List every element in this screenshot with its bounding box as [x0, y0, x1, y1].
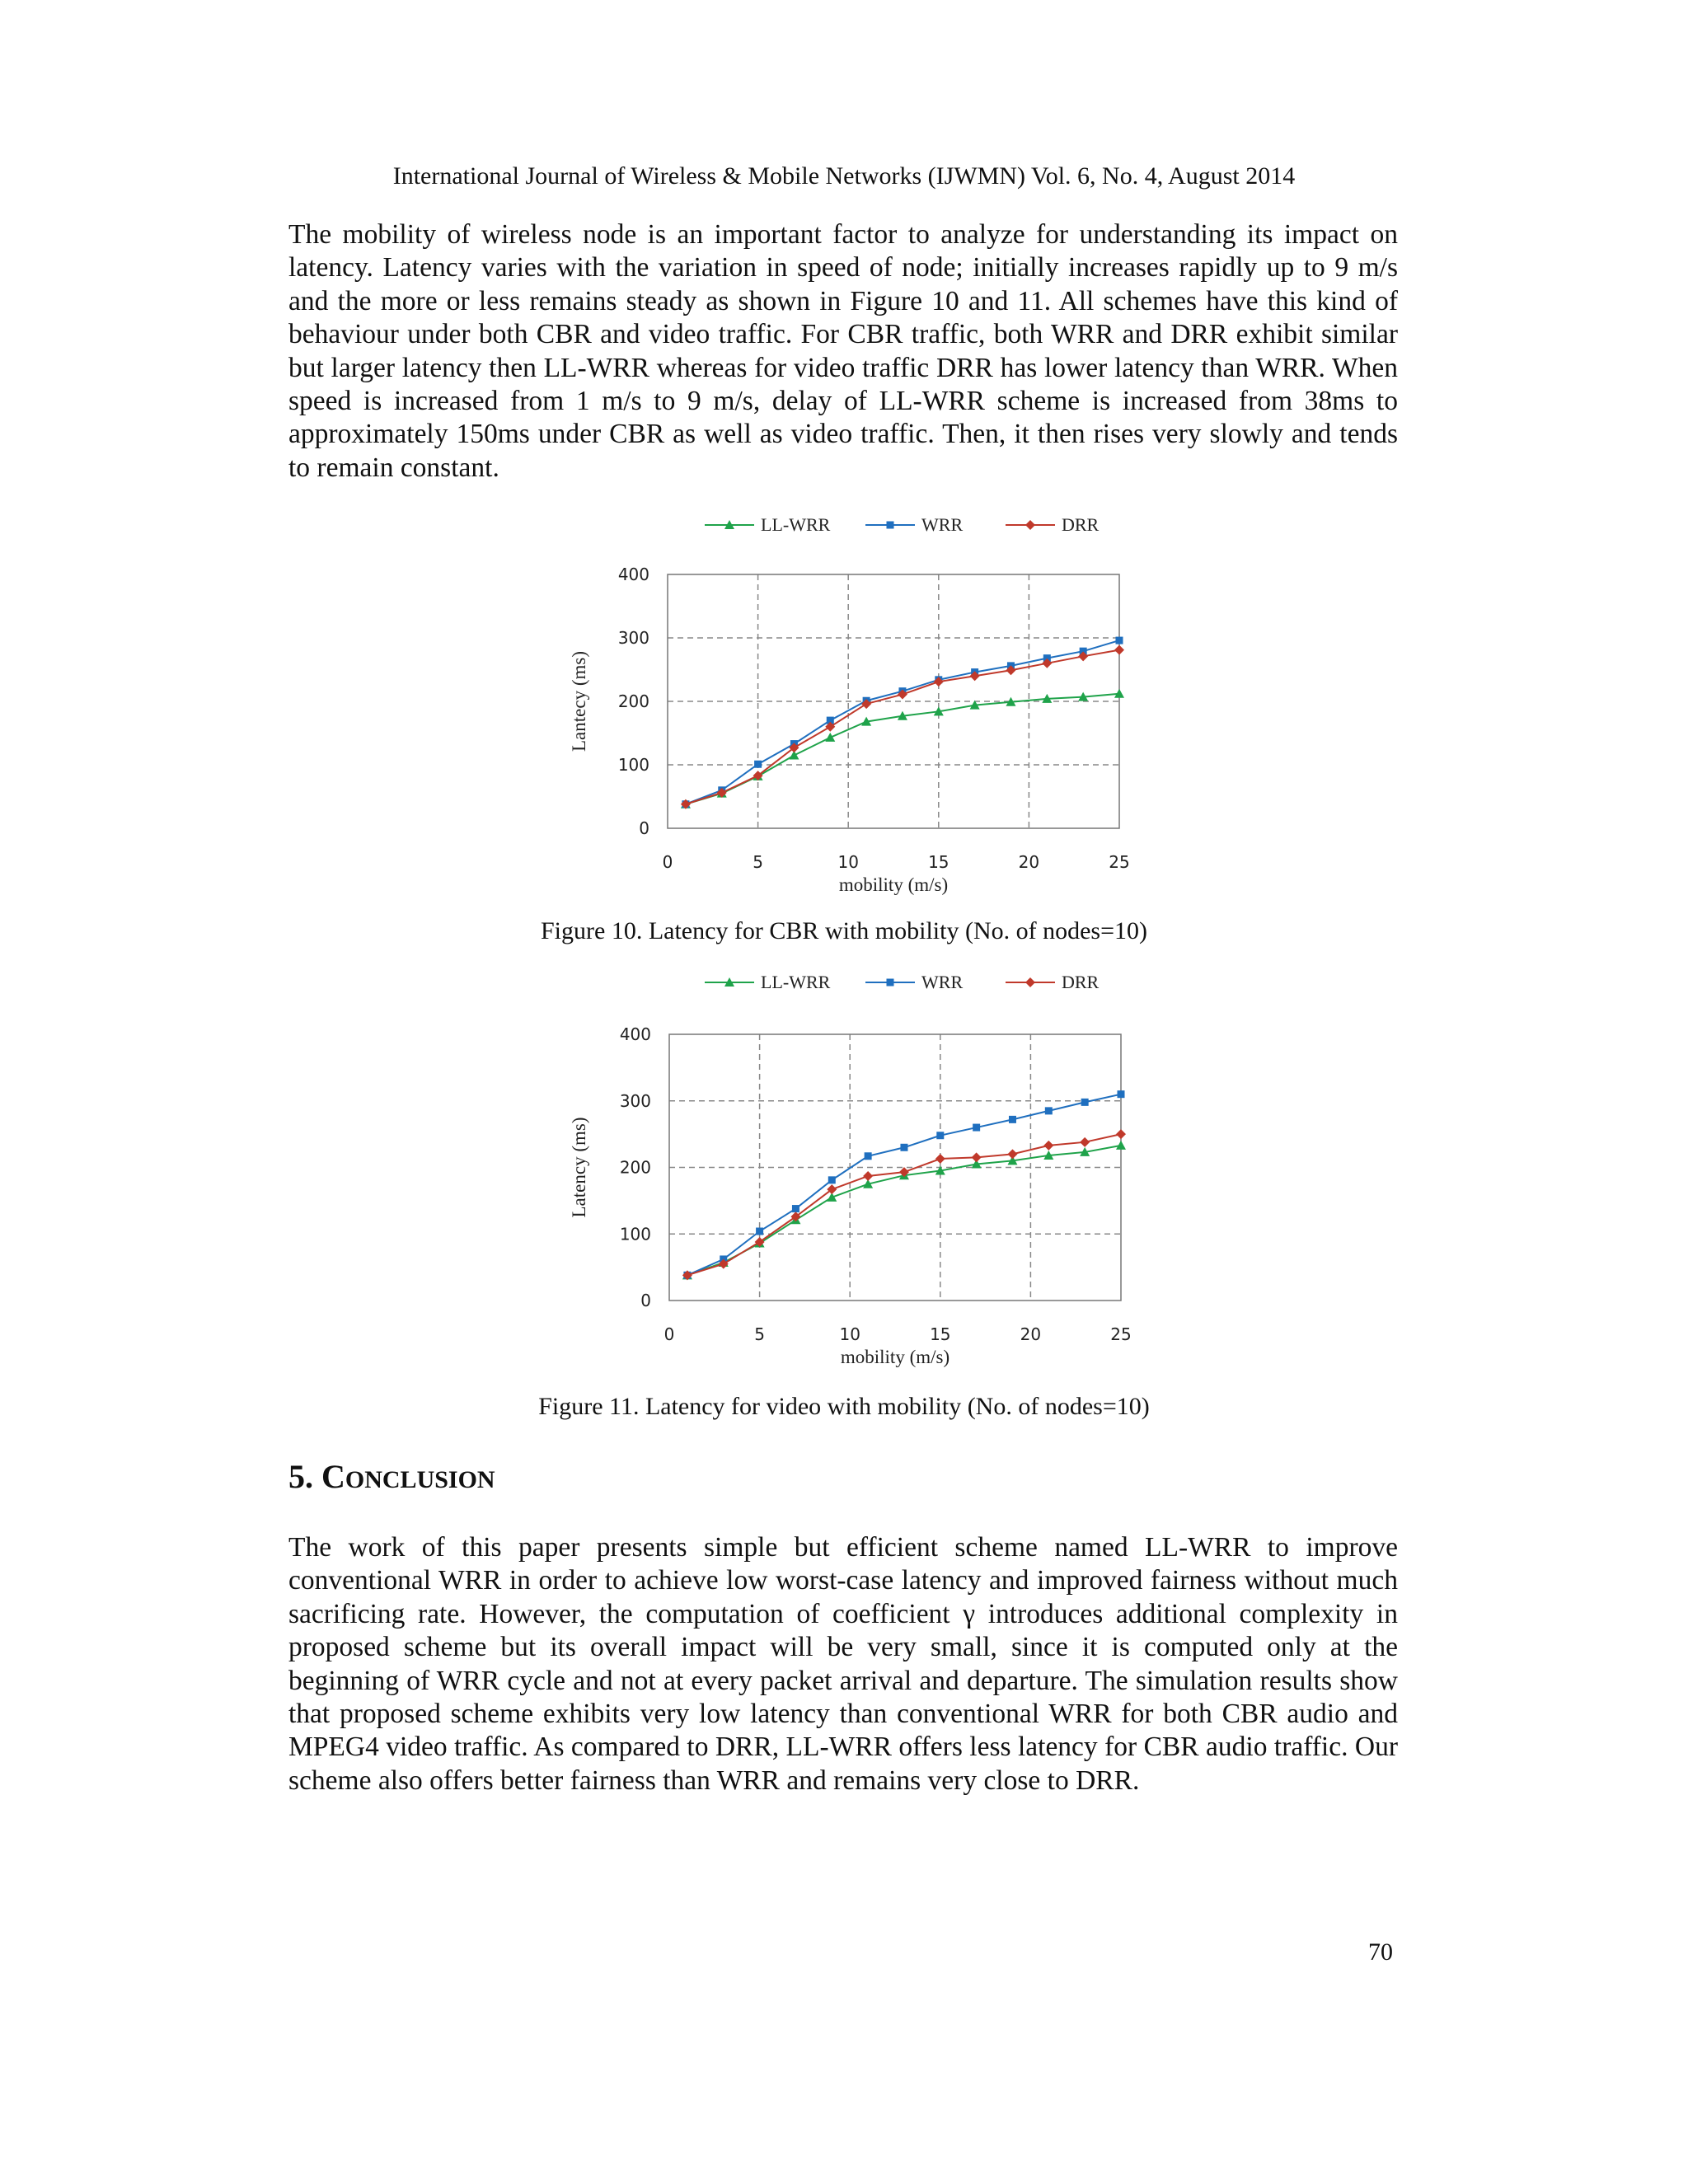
legend-label: DRR	[1062, 514, 1100, 535]
section-first-letter: C	[321, 1458, 345, 1495]
data-point	[863, 1171, 873, 1181]
data-point	[936, 1132, 944, 1139]
plot-frame	[668, 574, 1119, 828]
x-tick-label: 20	[1018, 852, 1040, 872]
paragraph-conclusion: The work of this paper presents simple but efficient scheme named LL-WRR to improve conventional WRR in order to achieve low worst-case latency and improved fairness without much sacrificing rate. However, the computation of coefficient γ introduces additional complexity in proposed scheme but its overall impact will be very small, since it is computed only at the beginning of WRR cycle and not at every packet arrival and departure. The simulation results show that proposed scheme exhibits very low latency than conventional WRR for both CBR audio and MPEG4 video traffic. As compared to DRR, LL-WRR offers less latency for CBR audio traffic. Our scheme also offers better fairness than WRR and remains very close to DRR.	[288, 1532, 1398, 1796]
series-line-drr	[686, 650, 1119, 804]
y-tick-label: 100	[619, 1224, 651, 1244]
y-tick-label: 0	[639, 818, 649, 838]
x-tick-label: 15	[930, 1324, 951, 1344]
legend-item-wrr	[865, 514, 963, 535]
series-line-ll-wrr	[687, 1146, 1121, 1275]
data-point	[825, 733, 835, 742]
data-point	[1116, 1129, 1126, 1139]
x-tick-label: 5	[753, 852, 763, 872]
legend-item-ll-wrr	[705, 514, 831, 535]
data-point	[828, 1176, 836, 1183]
gridlines	[668, 574, 1119, 828]
data-point	[1045, 1107, 1053, 1114]
figure-10-chart	[528, 507, 1154, 902]
series-drr	[682, 1129, 1126, 1280]
data-point	[900, 1144, 907, 1151]
y-axis-label: Lantecy (ms)	[569, 651, 589, 752]
legend-label: WRR	[921, 972, 964, 992]
figure-10-svg	[528, 507, 1154, 902]
series-line-ll-wrr	[686, 694, 1119, 804]
x-tick-label: 5	[754, 1324, 765, 1344]
data-point	[865, 1152, 872, 1160]
data-point	[973, 1124, 980, 1132]
data-point	[972, 1152, 982, 1162]
y-tick-label: 0	[640, 1291, 651, 1310]
legend-label: WRR	[921, 514, 964, 535]
data-point	[935, 1154, 945, 1164]
x-tick-label: 25	[1110, 1324, 1132, 1344]
y-tick-label: 200	[619, 1157, 651, 1178]
y-axis-label: Latency (ms)	[569, 1117, 589, 1218]
figure-11-svg	[528, 964, 1154, 1376]
x-tick-label: 0	[662, 852, 673, 872]
legend-item-ll-wrr	[705, 972, 831, 992]
paragraph-mobility: The mobility of wireless node is an important factor to analyze for understanding its impact on latency. Latency varies with the variation in speed of node; initially increases rapidly up to 9 m/s and the more or less remains steady as shown in Figure 10 and 11. All schemes have this kind of behaviour under both CBR and video traffic. For CBR traffic, both WRR and DRR exhibit similar but larger latency then LL-WRR whereas for video traffic DRR has lower latency than WRR. When speed is increased from 1 m/s to 9 m/s, delay of LL-WRR scheme is increased from 38ms to approximately 150ms under CBR as well as video traffic. Then, it then rises very slowly and tends to remain constant.	[288, 219, 1398, 483]
data-point	[792, 1205, 799, 1212]
x-tick-label: 0	[663, 1324, 675, 1344]
data-point	[756, 1228, 763, 1235]
x-axis-label: mobility (m/s)	[840, 1347, 950, 1367]
data-point	[1080, 1137, 1090, 1147]
series-ll-wrr	[681, 689, 1124, 808]
y-tick-label: 100	[617, 755, 649, 775]
legend-marker-drr	[1025, 977, 1035, 987]
legend-item-wrr	[865, 972, 963, 992]
legend-item-drr	[1006, 514, 1100, 535]
data-point	[1114, 645, 1124, 655]
series-wrr	[682, 637, 1123, 808]
data-point	[1081, 1099, 1089, 1106]
series-drr	[681, 645, 1124, 809]
section-number: 5.	[288, 1458, 321, 1495]
legend-marker-wrr	[887, 522, 894, 529]
legend-marker-wrr	[887, 979, 894, 987]
series-ll-wrr	[682, 1141, 1126, 1279]
legend-item-drr	[1006, 972, 1100, 992]
page-number: 70	[1368, 1938, 1393, 1966]
journal-header: International Journal of Wireless & Mobile Networks (IJWMN) Vol. 6, No. 4, August 2014	[392, 162, 1296, 190]
figure-11-caption: Figure 11. Latency for video with mobility (No. of nodes=10)	[538, 1393, 1150, 1420]
section-title-rest: ONCLUSION	[345, 1466, 495, 1493]
data-point	[1116, 1141, 1126, 1150]
legend-label: LL-WRR	[761, 514, 831, 535]
section-heading-conclusion	[288, 1457, 495, 1496]
figure-10-caption: Figure 10. Latency for CBR with mobility (No. of nodes=10)	[541, 917, 1147, 944]
gridlines	[669, 1034, 1121, 1301]
y-tick-label: 300	[617, 628, 649, 648]
x-tick-label: 10	[839, 1324, 860, 1344]
data-point	[1118, 1090, 1125, 1098]
x-tick-label: 25	[1109, 852, 1130, 872]
x-tick-label: 15	[928, 852, 950, 872]
data-point	[754, 761, 762, 768]
plot-frame	[669, 1034, 1121, 1301]
data-point	[1009, 1116, 1016, 1123]
series-wrr	[683, 1090, 1124, 1279]
figure-11-chart	[528, 964, 1154, 1376]
data-point	[1043, 1141, 1053, 1151]
data-point	[1116, 637, 1123, 644]
y-tick-label: 400	[619, 1024, 651, 1044]
x-tick-label: 20	[1020, 1324, 1042, 1344]
legend-label: DRR	[1062, 972, 1100, 992]
legend-marker-drr	[1025, 520, 1035, 530]
y-tick-label: 200	[617, 691, 649, 711]
y-tick-label: 400	[617, 565, 649, 584]
y-tick-label: 300	[619, 1090, 651, 1111]
data-point	[1007, 1149, 1017, 1159]
x-tick-label: 10	[837, 852, 859, 872]
x-axis-label: mobility (m/s)	[838, 874, 949, 895]
legend-label: LL-WRR	[761, 972, 831, 992]
